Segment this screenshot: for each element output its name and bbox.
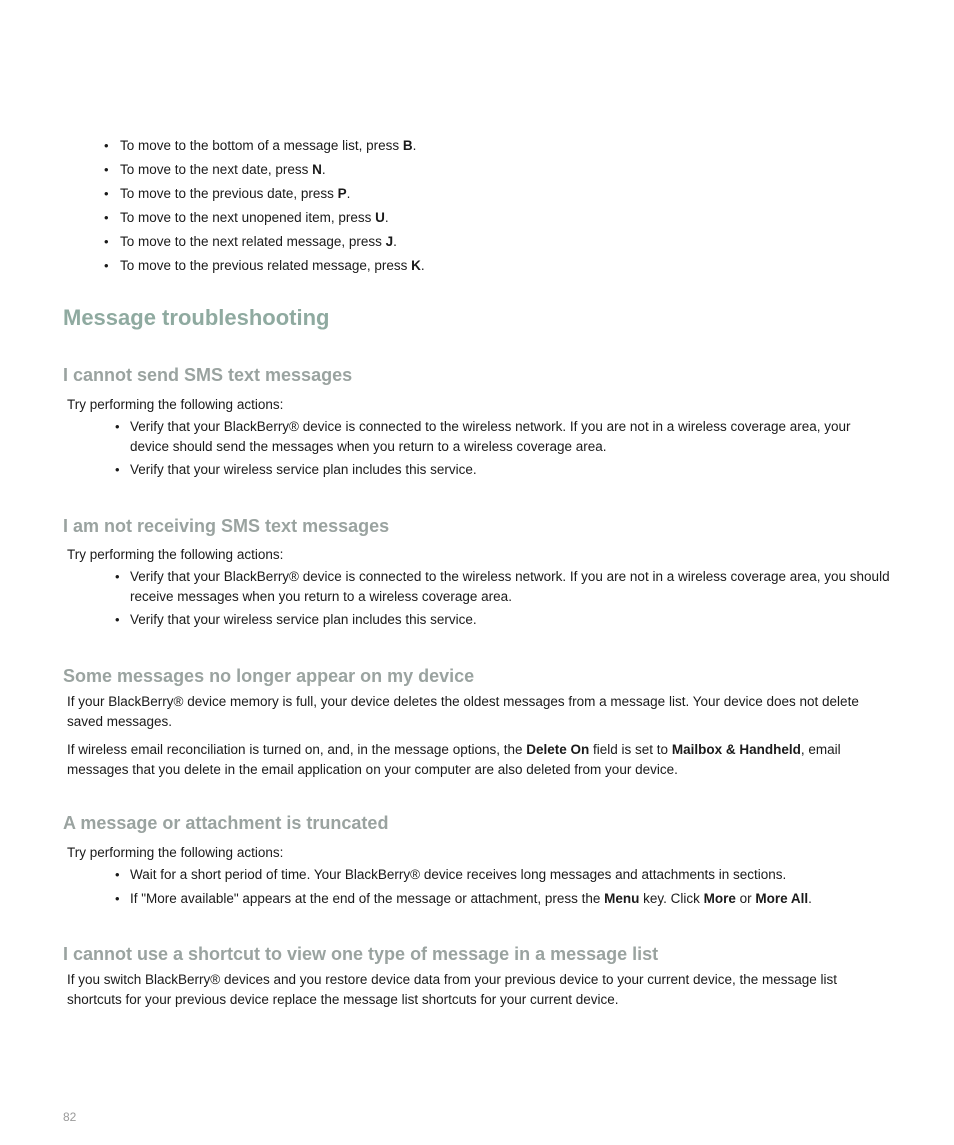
list-item-text: Verify that your BlackBerry® device is connected to the wireless network. If you are not in a wireless coverage area, your device should send the messages when you return to a wireless coverage area.	[130, 419, 851, 454]
list-item	[104, 256, 894, 276]
shortcut-key: K	[411, 258, 421, 273]
page-number: 82	[63, 1110, 77, 1124]
paragraph: If your BlackBerry® device memory is full, your device deletes the oldest messages from a message list. Your device does not delete saved messages.	[67, 694, 859, 729]
key-name: Menu	[604, 890, 640, 906]
bullet: •	[115, 419, 120, 434]
menu-item-name: More	[703, 890, 736, 906]
list-item	[115, 417, 890, 456]
field-value: Mailbox & Handheld	[671, 742, 801, 757]
list-item-text: To move to the bottom of a message list, press	[120, 138, 403, 153]
list-item	[115, 567, 890, 606]
list-item-end: .	[346, 186, 351, 201]
list-item-text: Verify that your BlackBerry® device is connected to the wireless network. If you are not in a wireless coverage area, you should receive messages when you return to a wireless coverage area.	[130, 569, 890, 604]
subheading: I cannot use a shortcut to view one type of message in a message list	[63, 944, 659, 964]
bullet: •	[115, 890, 120, 906]
list-item-end: .	[420, 258, 425, 273]
bullet: •	[104, 138, 109, 153]
bullet: •	[115, 569, 120, 584]
paragraph: Try performing the following actions:	[67, 845, 284, 860]
list-item-end: .	[412, 138, 417, 153]
list-item-end: .	[321, 162, 326, 177]
paragraph	[67, 740, 893, 780]
list-item	[104, 160, 894, 180]
bullet: •	[104, 162, 109, 177]
list-item	[104, 208, 894, 228]
text-run: key. Click	[639, 890, 704, 906]
bullet: •	[104, 234, 109, 249]
bullet: •	[115, 462, 120, 477]
list-item	[104, 184, 894, 204]
bullet: •	[104, 210, 109, 225]
section-title: Message troubleshooting	[63, 305, 330, 330]
list-item	[104, 232, 894, 252]
shortcut-key: P	[337, 186, 347, 201]
subheading: I am not receiving SMS text messages	[63, 516, 390, 536]
shortcut-key: B	[402, 138, 413, 153]
text-run: , email messages that you delete in the email application on your computer are also deleted from your device.	[67, 742, 841, 777]
text-run: .	[808, 890, 812, 906]
list-item	[115, 865, 890, 885]
list-item-end: .	[384, 210, 389, 225]
subheading: Some messages no longer appear on my device	[63, 666, 475, 686]
action-list	[115, 417, 890, 480]
text-run: If wireless email reconciliation is turned on, and, in the message options, the	[67, 742, 527, 757]
subheading: I cannot send SMS text messages	[63, 365, 353, 385]
list-item-text: To move to the next date, press	[120, 162, 313, 177]
action-list	[115, 865, 890, 908]
section-sms-receive	[63, 514, 893, 634]
list-item-text: Verify that your wireless service plan includes this service.	[130, 612, 477, 627]
text-run: field is set to	[589, 742, 672, 757]
field-name: Delete On	[526, 742, 590, 757]
section-messages-missing	[63, 664, 893, 780]
menu-item-name: More All	[755, 890, 809, 906]
paragraph: Try performing the following actions:	[67, 547, 284, 562]
list-item	[115, 610, 890, 630]
shortcut-key: J	[385, 234, 394, 249]
bullet: •	[104, 258, 109, 273]
paragraph: If you switch BlackBerry® devices and you restore device data from your previous device to your current device, the message list shortcuts for your previous device replace the message list shortcuts for your current device.	[67, 972, 838, 1007]
list-item	[104, 136, 894, 156]
paragraph: Try performing the following actions:	[67, 397, 284, 412]
bullet: •	[115, 867, 120, 882]
shortcut-list	[104, 136, 894, 280]
bullet: •	[115, 612, 120, 627]
list-item	[115, 460, 890, 480]
text-run: or	[735, 890, 756, 906]
list-item-text: To move to the next unopened item, press	[120, 210, 376, 225]
text-run: If "More available" appears at the end of the message or attachment, press the	[130, 890, 605, 906]
list-item-end: .	[393, 234, 397, 249]
section-shortcut	[63, 942, 893, 1010]
list-item-text: Verify that your wireless service plan includes this service.	[130, 462, 477, 477]
list-item-text: Wait for a short period of time. Your BlackBerry® device receives long messages and attachments in sections.	[130, 867, 787, 882]
section-sms-send	[63, 363, 893, 484]
bullet: •	[104, 186, 109, 201]
shortcut-key: U	[375, 210, 385, 225]
list-item-text: To move to the next related message, press	[120, 234, 386, 249]
action-list	[115, 567, 890, 630]
list-item-text: To move to the previous related message, press	[120, 258, 412, 273]
subheading: A message or attachment is truncated	[63, 813, 389, 833]
list-item	[115, 889, 890, 909]
list-item-text: To move to the previous date, press	[120, 186, 338, 201]
shortcut-key: N	[312, 162, 322, 177]
section-truncated	[63, 811, 893, 912]
